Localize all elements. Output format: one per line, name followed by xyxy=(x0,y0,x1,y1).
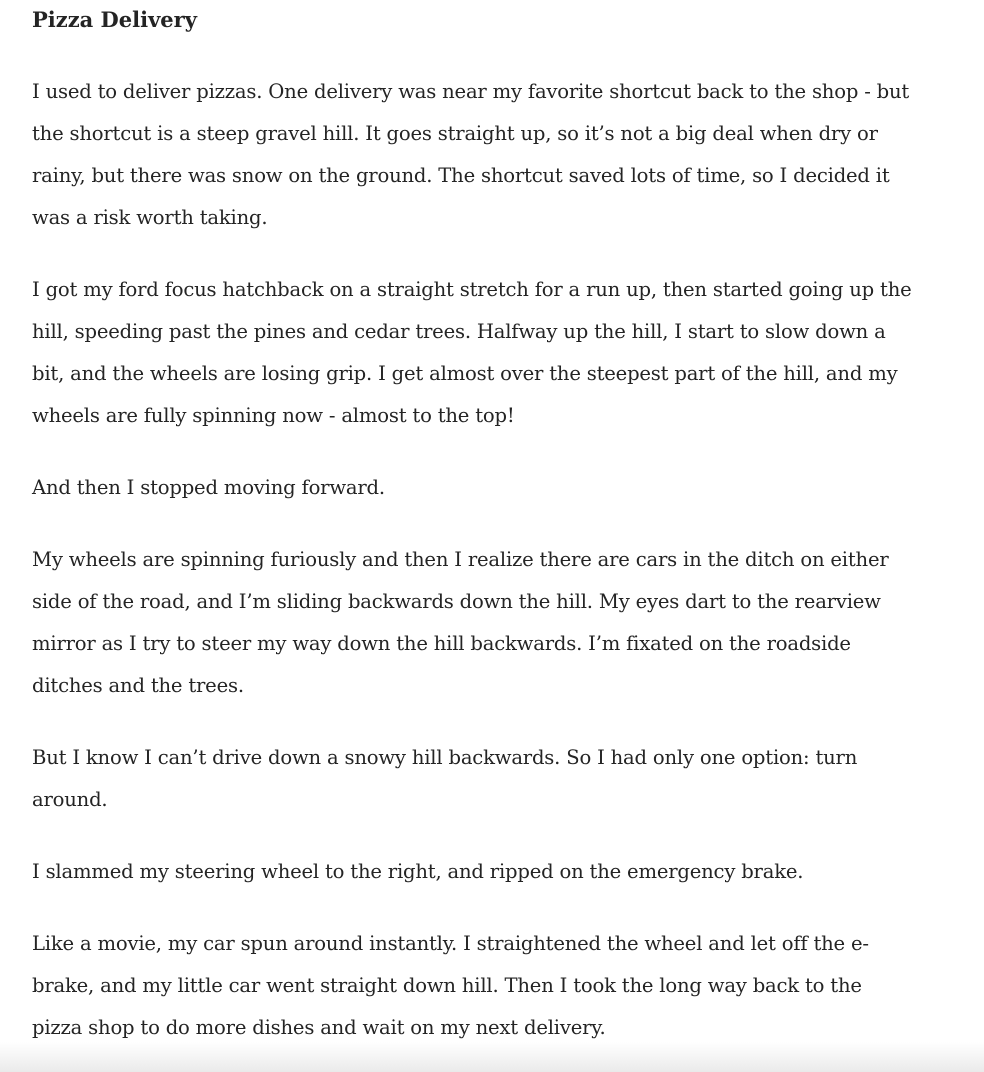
article xyxy=(32,0,984,1049)
paragraph xyxy=(32,923,984,1049)
paragraph-line: And then I stopped moving forward. xyxy=(32,476,385,499)
paragraph xyxy=(32,71,984,239)
paragraph-line: But I know I can’t drive down a snowy hill backwards. So I had only one option: turn xyxy=(32,746,858,769)
paragraph xyxy=(32,851,984,893)
article-body xyxy=(32,71,984,1049)
paragraph xyxy=(32,539,984,707)
bottom-fade xyxy=(0,1042,984,1072)
paragraph-line: I slammed my steering wheel to the right, and ripped on the emergency brake. xyxy=(32,860,804,883)
paragraph-line: wheels are fully spinning now - almost to the top! xyxy=(32,404,515,427)
paragraph-line: around. xyxy=(32,788,108,811)
paragraph-line: bit, and the wheels are losing grip. I get almost over the steepest part of the hill, and my xyxy=(32,362,898,385)
paragraph-line: pizza shop to do more dishes and wait on my next delivery. xyxy=(32,1016,606,1039)
paragraph-line: side of the road, and I’m sliding backwards down the hill. My eyes dart to the rearview xyxy=(32,590,881,613)
paragraph xyxy=(32,737,984,821)
paragraph-line: was a risk worth taking. xyxy=(32,206,268,229)
paragraph xyxy=(32,467,984,509)
paragraph-line: hill, speeding past the pines and cedar trees. Halfway up the hill, I start to slow down a xyxy=(32,320,886,343)
paragraph-line: My wheels are spinning furiously and then I realize there are cars in the ditch on either xyxy=(32,548,889,571)
paragraph-line: the shortcut is a steep gravel hill. It goes straight up, so it’s not a big deal when dry or xyxy=(32,122,878,145)
paragraph-line: I used to deliver pizzas. One delivery was near my favorite shortcut back to the shop - but xyxy=(32,80,910,103)
paragraph-line: ditches and the trees. xyxy=(32,674,244,697)
paragraph-line: mirror as I try to steer my way down the hill backwards. I’m fixated on the roadside xyxy=(32,632,851,655)
paragraph-line: I got my ford focus hatchback on a straight stretch for a run up, then started going up the xyxy=(32,278,912,301)
paragraph xyxy=(32,269,984,437)
paragraph-line: brake, and my little car went straight down hill. Then I took the long way back to the xyxy=(32,974,862,997)
paragraph-line: Like a movie, my car spun around instantly. I straightened the wheel and let off the e- xyxy=(32,932,869,955)
paragraph-line: rainy, but there was snow on the ground. The shortcut saved lots of time, so I decided it xyxy=(32,164,890,187)
article-title: Pizza Delivery xyxy=(32,7,197,32)
